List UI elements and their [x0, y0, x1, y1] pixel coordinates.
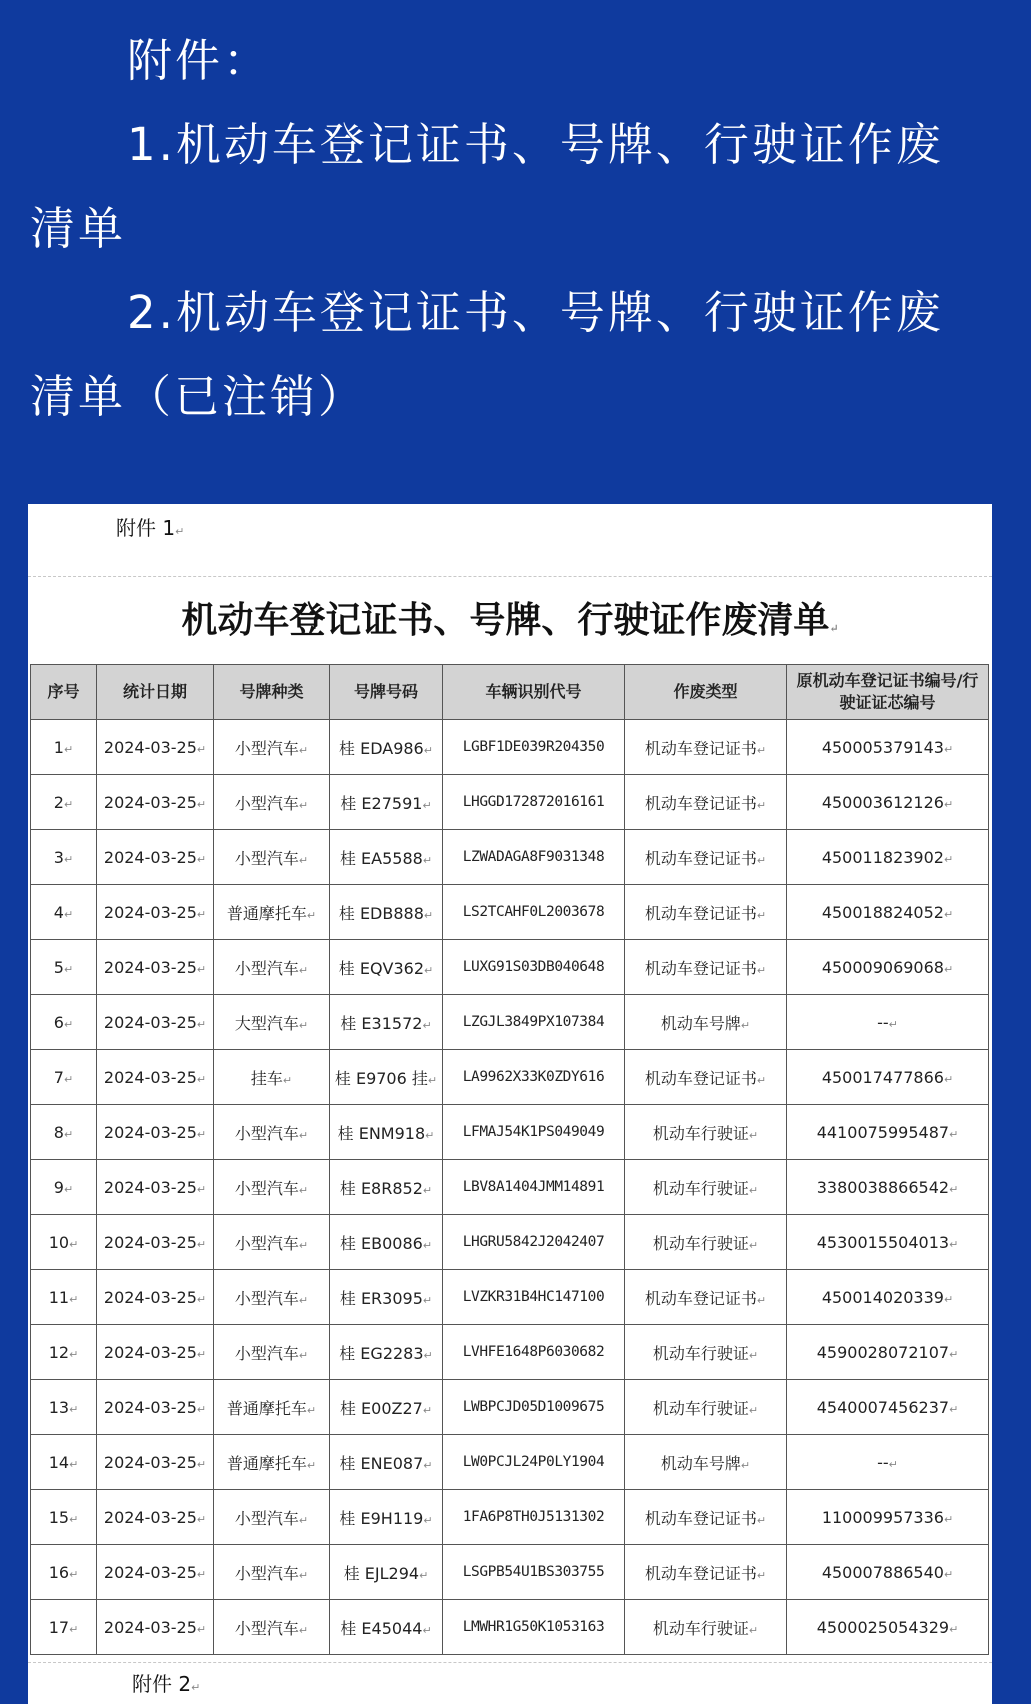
- table-row: [31, 1270, 989, 1325]
- plate-type-cell: 小型汽车↵: [214, 1545, 330, 1600]
- vin-cell: LWBPCJD05D1009675: [443, 1380, 625, 1435]
- plate-number-cell: 桂 E9H119↵: [330, 1490, 443, 1545]
- vin-cell: LZWADAGA8F9031348: [443, 830, 625, 885]
- vin-cell: LMWHR1G50K1053163: [443, 1600, 625, 1655]
- row-number-cell: 9↵: [31, 1160, 97, 1215]
- stat-date-cell: 2024-03-25↵: [97, 720, 214, 775]
- stat-date-cell: 2024-03-25↵: [97, 1600, 214, 1655]
- plate-number-cell: 桂 EDA986↵: [330, 720, 443, 775]
- certificate-number-cell: 450014020339↵: [787, 1270, 989, 1325]
- plate-number-cell: 桂 EQV362↵: [330, 940, 443, 995]
- stat-date-cell: 2024-03-25↵: [97, 830, 214, 885]
- plate-type-cell: 小型汽车↵: [214, 940, 330, 995]
- stat-date-cell: 2024-03-25↵: [97, 775, 214, 830]
- vin-cell: LZGJL3849PX107384: [443, 995, 625, 1050]
- row-number-cell: 5↵: [31, 940, 97, 995]
- row-number-cell: 15↵: [31, 1490, 97, 1545]
- attachments-heading: 附件：: [127, 34, 272, 87]
- table-row: [31, 1435, 989, 1490]
- column-header: 统计日期: [97, 665, 214, 720]
- plate-number-cell: 桂 ER3095↵: [330, 1270, 443, 1325]
- certificate-number-cell: 450009069068↵: [787, 940, 989, 995]
- table-row: [31, 1050, 989, 1105]
- stat-date-cell: 2024-03-25↵: [97, 1105, 214, 1160]
- certificate-number-cell: 450005379143↵: [787, 720, 989, 775]
- row-number-cell: 11↵: [31, 1270, 97, 1325]
- void-type-cell: 机动车登记证书↵: [625, 775, 787, 830]
- table-row: [31, 830, 989, 885]
- certificate-number-cell: --↵: [787, 1435, 989, 1490]
- table-row: [31, 1160, 989, 1215]
- certificate-number-cell: 4530015504013↵: [787, 1215, 989, 1270]
- void-type-cell: 机动车登记证书↵: [625, 940, 787, 995]
- table-row: [31, 885, 989, 940]
- plate-number-cell: 桂 EA5588↵: [330, 830, 443, 885]
- certificate-number-cell: 450011823902↵: [787, 830, 989, 885]
- table-row: [31, 1545, 989, 1600]
- stat-date-cell: 2024-03-25↵: [97, 1325, 214, 1380]
- void-type-cell: 机动车登记证书↵: [625, 1545, 787, 1600]
- void-type-cell: 机动车行驶证↵: [625, 1160, 787, 1215]
- attachment-2-title-line1: 2.机动车登记证书、号牌、行驶证作废: [127, 286, 944, 339]
- certificate-number-cell: 4500025054329↵: [787, 1600, 989, 1655]
- plate-number-cell: 桂 E45044↵: [330, 1600, 443, 1655]
- table-row: [31, 775, 989, 830]
- stat-date-cell: 2024-03-25↵: [97, 1435, 214, 1490]
- row-number-cell: 12↵: [31, 1325, 97, 1380]
- table-row: [31, 720, 989, 775]
- plate-number-cell: 桂 E9706 挂↵: [330, 1050, 443, 1105]
- attachment-2-label: 附件 2↵: [132, 1672, 201, 1696]
- table-row: [31, 940, 989, 995]
- row-number-cell: 14↵: [31, 1435, 97, 1490]
- plate-type-cell: 小型汽车↵: [214, 775, 330, 830]
- plate-number-cell: 桂 EB0086↵: [330, 1215, 443, 1270]
- plate-number-cell: 桂 E8R852↵: [330, 1160, 443, 1215]
- plate-type-cell: 小型汽车↵: [214, 1270, 330, 1325]
- plate-type-cell: 小型汽车↵: [214, 1160, 330, 1215]
- stat-date-cell: 2024-03-25↵: [97, 885, 214, 940]
- attachment-2-title-line2: 清单（已注销）: [30, 370, 367, 423]
- page-divider: [28, 576, 992, 577]
- row-number-cell: 6↵: [31, 995, 97, 1050]
- plate-type-cell: 挂车↵: [214, 1050, 330, 1105]
- vin-cell: LVHFE1648P6030682: [443, 1325, 625, 1380]
- table-row: [31, 1105, 989, 1160]
- plate-type-cell: 大型汽车↵: [214, 995, 330, 1050]
- plate-type-cell: 小型汽车↵: [214, 1600, 330, 1655]
- row-number-cell: 13↵: [31, 1380, 97, 1435]
- vin-cell: LGBF1DE039R204350: [443, 720, 625, 775]
- stat-date-cell: 2024-03-25↵: [97, 995, 214, 1050]
- vin-cell: LS2TCAHF0L2003678: [443, 885, 625, 940]
- plate-type-cell: 小型汽车↵: [214, 1105, 330, 1160]
- vin-cell: LUXG91S03DB040648: [443, 940, 625, 995]
- table-row: [31, 1215, 989, 1270]
- plate-number-cell: 桂 EG2283↵: [330, 1325, 443, 1380]
- plate-type-cell: 小型汽车↵: [214, 830, 330, 885]
- certificate-number-cell: 450003612126↵: [787, 775, 989, 830]
- plate-number-cell: 桂 ENM918↵: [330, 1105, 443, 1160]
- plate-type-cell: 小型汽车↵: [214, 1325, 330, 1380]
- row-number-cell: 10↵: [31, 1215, 97, 1270]
- vin-cell: LFMAJ54K1PS049049: [443, 1105, 625, 1160]
- void-type-cell: 机动车登记证书↵: [625, 1270, 787, 1325]
- certificate-number-cell: 4540007456237↵: [787, 1380, 989, 1435]
- table-row: [31, 1380, 989, 1435]
- void-type-cell: 机动车号牌↵: [625, 1435, 787, 1490]
- row-number-cell: 4↵: [31, 885, 97, 940]
- plate-type-cell: 普通摩托车↵: [214, 1435, 330, 1490]
- void-type-cell: 机动车登记证书↵: [625, 720, 787, 775]
- plate-number-cell: 桂 EJL294↵: [330, 1545, 443, 1600]
- vin-cell: LHGGD172872016161: [443, 775, 625, 830]
- row-number-cell: 16↵: [31, 1545, 97, 1600]
- vin-cell: LBV8A1404JMM14891: [443, 1160, 625, 1215]
- voided-list-table: [30, 664, 989, 1655]
- table-row: [31, 1325, 989, 1380]
- certificate-number-cell: 4590028072107↵: [787, 1325, 989, 1380]
- plate-number-cell: 桂 E00Z27↵: [330, 1380, 443, 1435]
- plate-type-cell: 小型汽车↵: [214, 1215, 330, 1270]
- page-divider: [28, 1662, 992, 1663]
- plate-type-cell: 小型汽车↵: [214, 1490, 330, 1545]
- table-row: [31, 1600, 989, 1655]
- row-number-cell: 2↵: [31, 775, 97, 830]
- row-number-cell: 1↵: [31, 720, 97, 775]
- certificate-number-cell: 110009957336↵: [787, 1490, 989, 1545]
- stat-date-cell: 2024-03-25↵: [97, 940, 214, 995]
- table-row: [31, 1490, 989, 1545]
- vin-cell: LHGRU5842J2042407: [443, 1215, 625, 1270]
- vin-cell: LVZKR31B4HC147100: [443, 1270, 625, 1325]
- void-type-cell: 机动车行驶证↵: [625, 1105, 787, 1160]
- vin-cell: 1FA6P8TH0J5131302: [443, 1490, 625, 1545]
- void-type-cell: 机动车登记证书↵: [625, 830, 787, 885]
- stat-date-cell: 2024-03-25↵: [97, 1380, 214, 1435]
- certificate-number-cell: 450017477866↵: [787, 1050, 989, 1105]
- document-image: [28, 504, 992, 1704]
- stat-date-cell: 2024-03-25↵: [97, 1215, 214, 1270]
- plate-number-cell: 桂 EDB888↵: [330, 885, 443, 940]
- table-row: [31, 995, 989, 1050]
- vin-cell: LSGPB54U1BS303755: [443, 1545, 625, 1600]
- plate-type-cell: 普通摩托车↵: [214, 885, 330, 940]
- column-header: 车辆识别代号: [443, 665, 625, 720]
- void-type-cell: 机动车登记证书↵: [625, 1050, 787, 1105]
- certificate-number-cell: 450018824052↵: [787, 885, 989, 940]
- void-type-cell: 机动车登记证书↵: [625, 885, 787, 940]
- plate-number-cell: 桂 ENE087↵: [330, 1435, 443, 1490]
- certificate-number-cell: 450007886540↵: [787, 1545, 989, 1600]
- void-type-cell: 机动车行驶证↵: [625, 1380, 787, 1435]
- row-number-cell: 3↵: [31, 830, 97, 885]
- attachment-1-title-line2: 清单: [30, 202, 127, 255]
- column-header: 原机动车登记证书编号/行驶证证芯编号: [787, 665, 989, 720]
- void-type-cell: 机动车行驶证↵: [625, 1215, 787, 1270]
- column-header: 作废类型: [625, 665, 787, 720]
- plate-number-cell: 桂 E31572↵: [330, 995, 443, 1050]
- plate-type-cell: 普通摩托车↵: [214, 1380, 330, 1435]
- column-header: 号牌号码: [330, 665, 443, 720]
- attachment-1-label: 附件 1↵: [116, 516, 185, 540]
- certificate-number-cell: --↵: [787, 995, 989, 1050]
- void-type-cell: 机动车行驶证↵: [625, 1325, 787, 1380]
- vin-cell: LA9962X33K0ZDY616: [443, 1050, 625, 1105]
- stat-date-cell: 2024-03-25↵: [97, 1050, 214, 1105]
- table-header-row: [31, 665, 989, 720]
- attachment-1-title-line1: 1.机动车登记证书、号牌、行驶证作废: [127, 118, 944, 171]
- vin-cell: LW0PCJL24P0LY1904: [443, 1435, 625, 1490]
- void-type-cell: 机动车号牌↵: [625, 995, 787, 1050]
- column-header: 序号: [31, 665, 97, 720]
- stat-date-cell: 2024-03-25↵: [97, 1545, 214, 1600]
- void-type-cell: 机动车行驶证↵: [625, 1600, 787, 1655]
- stat-date-cell: 2024-03-25↵: [97, 1160, 214, 1215]
- stat-date-cell: 2024-03-25↵: [97, 1490, 214, 1545]
- row-number-cell: 8↵: [31, 1105, 97, 1160]
- plate-type-cell: 小型汽车↵: [214, 720, 330, 775]
- void-type-cell: 机动车登记证书↵: [625, 1490, 787, 1545]
- certificate-number-cell: 3380038866542↵: [787, 1160, 989, 1215]
- row-number-cell: 17↵: [31, 1600, 97, 1655]
- table-body: [31, 720, 989, 1655]
- document-title: 机动车登记证书、号牌、行驶证作废清单↵: [181, 599, 839, 641]
- plate-number-cell: 桂 E27591↵: [330, 775, 443, 830]
- column-header: 号牌种类: [214, 665, 330, 720]
- stat-date-cell: 2024-03-25↵: [97, 1270, 214, 1325]
- certificate-number-cell: 4410075995487↵: [787, 1105, 989, 1160]
- row-number-cell: 7↵: [31, 1050, 97, 1105]
